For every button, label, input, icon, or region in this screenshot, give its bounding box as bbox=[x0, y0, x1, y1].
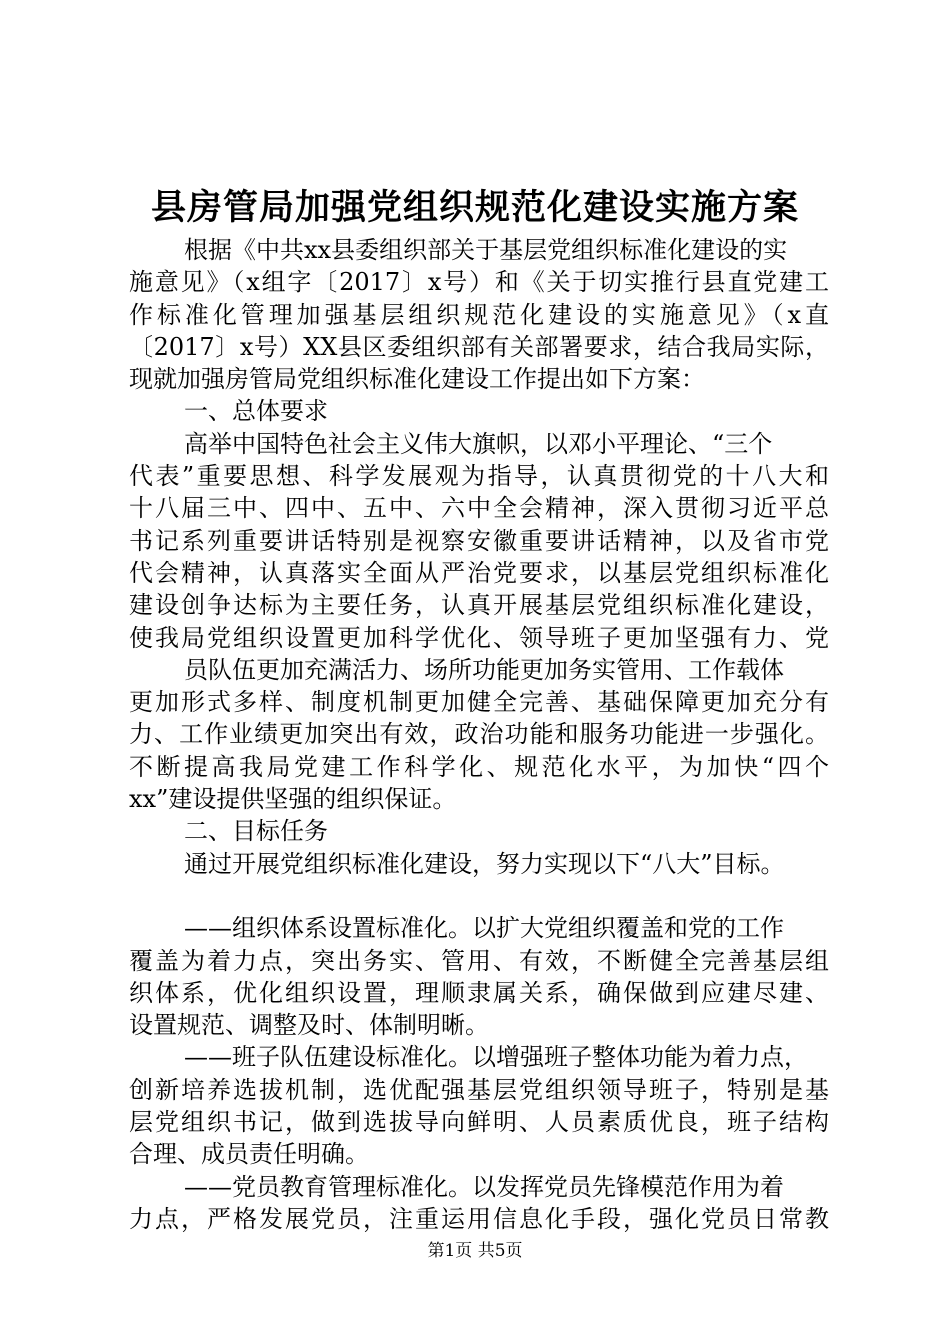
paragraph-line: 设置规范、调整及时、体制明晰。 bbox=[129, 1011, 489, 1040]
paragraph-line: 代表”重要思想、科学发展观为指导，认真贯彻党的十八大和 bbox=[129, 462, 829, 491]
paragraph-line: 使我局党组织设置更加科学优化、领导班子更加坚强有力、党 bbox=[129, 623, 829, 652]
paragraph-line: 力点，严格发展党员，注重运用信息化手段，强化党员日常教 bbox=[129, 1204, 829, 1233]
paragraph-line: ——党员教育管理标准化。以发挥党员先锋模范作用为着 bbox=[184, 1172, 784, 1201]
paragraph-line: xx”建设提供坚强的组织保证。 bbox=[129, 785, 457, 814]
paragraph-line: 织体系，优化组织设置，理顺隶属关系，确保做到应建尽建、 bbox=[129, 978, 829, 1007]
paragraph-line: 建设创争达标为主要任务，认真开展基层党组织标准化建设， bbox=[129, 591, 829, 620]
paragraph-line: 力、工作业绩更加突出有效，政治功能和服务功能进一步强化。 bbox=[129, 720, 829, 749]
paragraph-line: 不断提高我局党建工作科学化、规范化水平，为加快“四个 bbox=[129, 752, 829, 781]
paragraph-line: 作标准化管理加强基层组织规范化建设的实施意见》（x直 bbox=[129, 300, 829, 329]
paragraph-line: 层党组织书记，做到选拔导向鲜明、人员素质优良，班子结构 bbox=[129, 1108, 829, 1137]
paragraph-line: 现就加强房管局党组织标准化建设工作提出如下方案： bbox=[129, 365, 705, 394]
paragraph-line: 代会精神，认真落实全面从严治党要求，以基层党组织标准化 bbox=[129, 558, 829, 587]
paragraph-line: ——组织体系设置标准化。以扩大党组织覆盖和党的工作 bbox=[184, 914, 784, 943]
paragraph-line: 根据《中共xx县委组织部关于基层党组织标准化建设的实 bbox=[184, 236, 788, 264]
paragraph-line: ——班子队伍建设标准化。以增强班子整体功能为着力点， bbox=[184, 1043, 808, 1072]
paragraph-line: 施意见》（x组字〔2017〕x号）和《关于切实推行县直党建工 bbox=[129, 268, 829, 297]
paragraph-line: 书记系列重要讲话特别是视察安徽重要讲话精神，以及省市党 bbox=[129, 526, 829, 555]
paragraph-line: 覆盖为着力点，突出务实、管用、有效，不断健全完善基层组 bbox=[129, 946, 829, 975]
paragraph-line: 十八届三中、四中、五中、六中全会精神，深入贯彻习近平总 bbox=[129, 494, 829, 523]
document-body bbox=[129, 234, 829, 1235]
section-heading: 一、总体要求 bbox=[184, 397, 328, 426]
paragraph-line: 更加形式多样、制度机制更加健全完善、基础保障更加充分有 bbox=[129, 688, 829, 717]
paragraph-line: 员队伍更加充满活力、场所功能更加务实管用、工作载体 bbox=[184, 655, 784, 684]
paragraph-line: 合理、成员责任明确。 bbox=[129, 1140, 369, 1169]
document-title: 县房管局加强党组织规范化建设实施方案 bbox=[150, 187, 799, 228]
paragraph-line: 高举中国特色社会主义伟大旗帜，以邓小平理论、“三个 bbox=[184, 429, 773, 458]
paragraph-line: 创新培养选拔机制，选优配强基层党组织领导班子，特别是基 bbox=[129, 1075, 829, 1104]
blank-line bbox=[129, 880, 829, 912]
paragraph-line: 通过开展党组织标准化建设，努力实现以下“八大”目标。 bbox=[184, 849, 785, 878]
page-footer: 第1页 共5页 bbox=[427, 1241, 523, 1261]
paragraph-line: 〔2017〕x号）XX县区委组织部有关部署要求，结合我局实际， bbox=[129, 332, 829, 361]
section-heading: 二、目标任务 bbox=[184, 817, 328, 846]
